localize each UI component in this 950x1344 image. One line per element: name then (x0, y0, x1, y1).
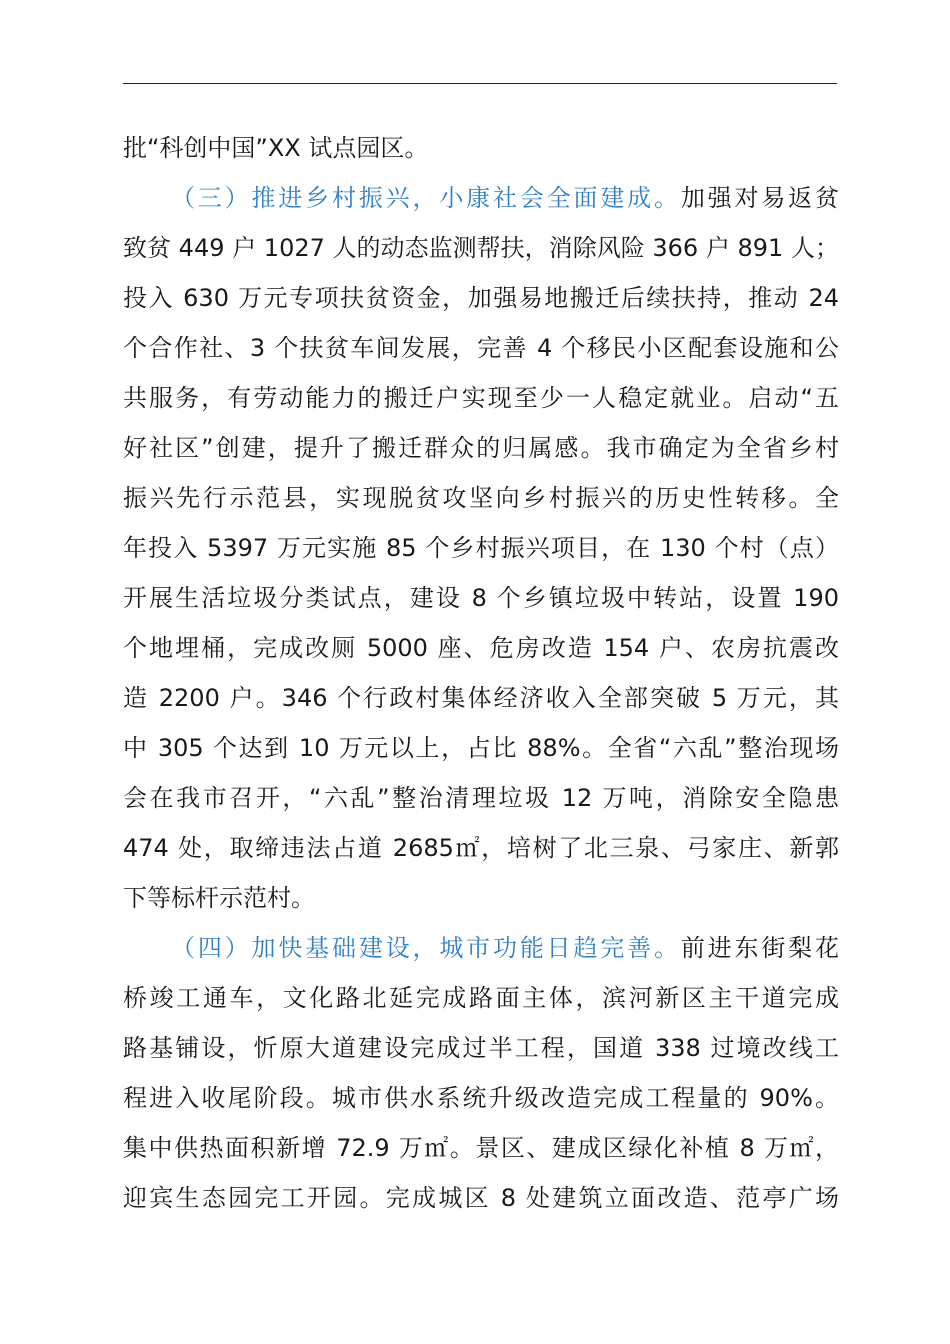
text-line-15 (123, 823, 839, 873)
section-heading-4: （四）加快基础建设，城市功能日趋完善。 (171, 934, 681, 962)
text-line-12 (123, 673, 839, 723)
line-text: 共服务，有劳动能力的搬迁户实现至少一人稳定就业。启动“五 (123, 384, 839, 412)
text-line-21 (123, 1123, 839, 1173)
line-text: 路基铺设，忻原大道建设完成过半工程，国道 338 过境改线工 (123, 1034, 839, 1062)
text-line-8 (123, 473, 839, 523)
line-text: 开展生活垃圾分类试点，建设 8 个乡镇垃圾中转站，设置 190 (123, 584, 839, 612)
section-heading-line-3 (123, 173, 839, 223)
text-line-10 (123, 573, 839, 623)
line-text: 桥竣工通车，文化路北延完成路面主体，滨河新区主干道完成 (123, 984, 839, 1012)
text-line-13 (123, 723, 839, 773)
line-text: 振兴先行示范县，实现脱贫攻坚向乡村振兴的历史性转移。全 (123, 484, 839, 512)
line-text: 批“科创中国”XX 试点园区。 (123, 134, 429, 162)
line-text: 474 处，取缔违法占道 2685㎡，培树了北三泉、弓家庄、新郭 (123, 834, 839, 862)
line-text: 年投入 5397 万元实施 85 个乡村振兴项目，在 130 个村（点） (123, 534, 839, 562)
section-heading-line-4 (123, 923, 839, 973)
line-text: 下等标杆示范村。 (123, 884, 315, 912)
text-line-14 (123, 773, 839, 823)
section-heading-3: （三）推进乡村振兴，小康社会全面建成。 (171, 184, 681, 212)
document-body (123, 123, 839, 1223)
text-line-22 (123, 1173, 839, 1223)
line-text: 造 2200 户。346 个行政村集体经济收入全部突破 5 万元，其 (123, 684, 839, 712)
text-line-3 (123, 223, 839, 273)
text-line-4 (123, 273, 839, 323)
text-line-18 (123, 973, 839, 1023)
text-line-20 (123, 1073, 839, 1123)
line-text: 投入 630 万元专项扶贫资金，加强易地搬迁后续扶持，推动 24 (123, 284, 839, 312)
line-text: 集中供热面积新增 72.9 万㎡。景区、建成区绿化补植 8 万㎡， (123, 1134, 839, 1162)
line-text: 前进东街梨花 (680, 934, 840, 962)
line-text: 致贫 449 户 1027 人的动态监测帮扶，消除风险 366 户 891 人； (123, 234, 839, 262)
line-text: 加强对易返贫 (680, 184, 840, 212)
line-text: 程进入收尾阶段。城市供水系统升级改造完成工程量的 90%。 (123, 1084, 839, 1112)
text-line-5 (123, 323, 839, 373)
line-text: 个地埋桶，完成改厕 5000 座、危房改造 154 户、农房抗震改 (123, 634, 839, 662)
text-line-11 (123, 623, 839, 673)
line-text: 迎宾生态园完工开园。完成城区 8 处建筑立面改造、范亭广场 (123, 1184, 839, 1212)
text-line-7 (123, 423, 839, 473)
text-line-6 (123, 373, 839, 423)
text-line-19 (123, 1023, 839, 1073)
text-line-1 (123, 123, 839, 173)
line-text: 中 305 个达到 10 万元以上，占比 88%。全省“六乱”整治现场 (123, 734, 839, 762)
text-line-9 (123, 523, 839, 573)
text-line-16 (123, 873, 839, 923)
line-text: 个合作社、3 个扶贫车间发展，完善 4 个移民小区配套设施和公 (123, 334, 839, 362)
header-rule (123, 83, 837, 84)
line-text: 会在我市召开，“六乱”整治清理垃圾 12 万吨，消除安全隐患 (123, 784, 839, 812)
line-text: 好社区”创建，提升了搬迁群众的归属感。我市确定为全省乡村 (123, 434, 839, 462)
